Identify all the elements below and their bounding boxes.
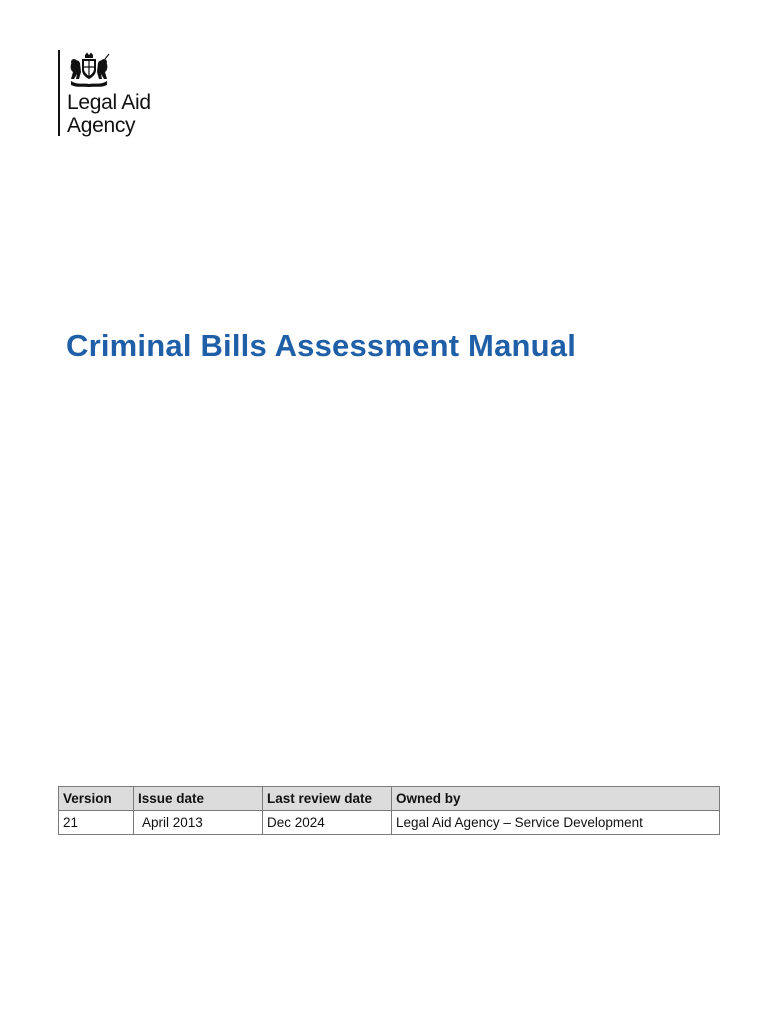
cell-version: 21	[59, 811, 134, 835]
agency-name-line-1: Legal Aid	[67, 91, 151, 114]
header-last-review-date: Last review date	[263, 787, 392, 811]
document-title: Criminal Bills Assessment Manual	[66, 328, 577, 363]
cell-owned-by: Legal Aid Agency – Service Development	[392, 811, 720, 835]
header-version: Version	[59, 787, 134, 811]
table-row	[59, 811, 720, 835]
royal-coat-of-arms-icon	[67, 52, 111, 90]
agency-logo	[58, 50, 198, 136]
logo-divider	[58, 50, 60, 136]
agency-name	[67, 91, 151, 137]
version-control-table	[58, 786, 720, 835]
table-header-row	[59, 787, 720, 811]
cell-last-review-date: Dec 2024	[263, 811, 392, 835]
agency-name-line-2: Agency	[67, 114, 136, 137]
header-issue-date: Issue date	[134, 787, 263, 811]
header-owned-by: Owned by	[392, 787, 720, 811]
cell-issue-date: April 2013	[134, 811, 263, 835]
